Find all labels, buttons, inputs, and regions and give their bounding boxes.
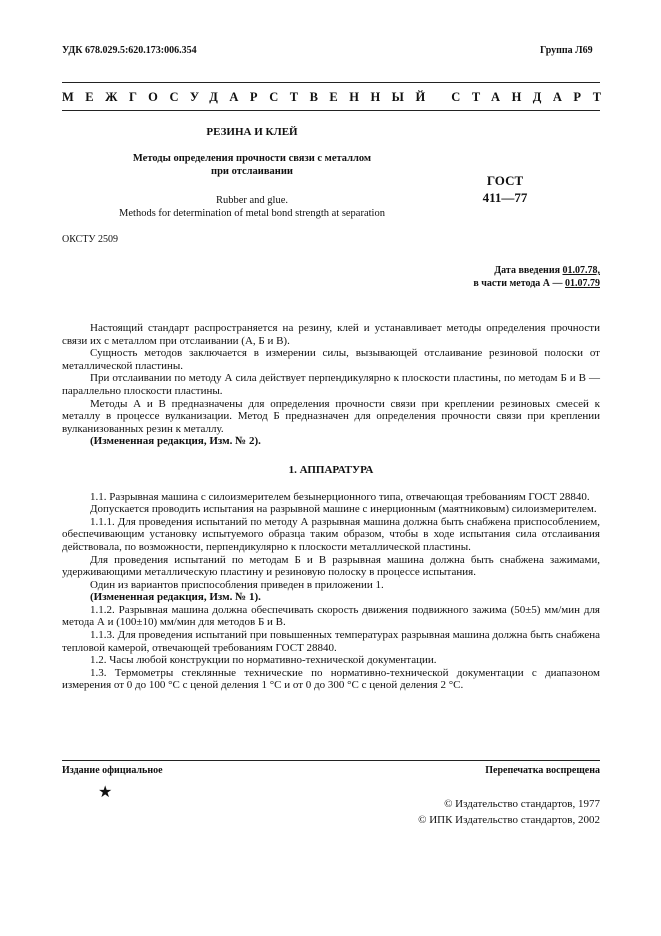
intro-date-label: Дата введения bbox=[494, 265, 560, 276]
footer-rule bbox=[62, 760, 600, 761]
reprint-notice: Перепечатка воспрещена bbox=[485, 765, 600, 776]
paragraph: 1.1.2. Разрывная машина должна обеспечивать скорость движения подвижного зажима (50±5) мм/мин для метода А и (100±10) мм/мин для методов Б и В. bbox=[62, 603, 600, 629]
paragraph: Допускается проводить испытания на разрывной машине с инерционным (маятниковым) силоизмерителем. bbox=[90, 503, 597, 516]
paragraph: 1.1.3. Для проведения испытаний при повышенных температурах разрывная машина должна быть снабжена тепловой камерой, отвечающей требованиям ГОСТ 28840. bbox=[62, 629, 600, 654]
english-title-line-2: Methods for determination of metal bond strength at separation bbox=[119, 208, 385, 219]
paragraph: 1.1. Разрывная машина с силоизмерителем безынерционного типа, отвечающая требованиям ГОСТ 28840. bbox=[90, 490, 590, 503]
method-a-date-label: в части метода А — bbox=[473, 277, 563, 289]
paragraph: 1.1.1. Для проведения испытаний по методу А разрывная машина должна быть снабжена приспособлением, обеспечивающим установку испытуемого образца таким образом, чтобы в ходе испытания сила отслаивания действовала, по возможности, перпендикулярно к плоскости металлической пластины. bbox=[62, 515, 600, 553]
subtitle-line-2: при отслаивании bbox=[211, 166, 293, 177]
intro-date bbox=[340, 265, 600, 290]
revision-note: (Измененная редакция, Изм. № 1). bbox=[90, 591, 261, 604]
paragraph: 1.3. Термометры стеклянные технические по нормативно-технической документации с диапазоном измерения от 0 до 100 °С с ценой деления 1 °С и от 0 до 300 °С с ценой деления 2 °С. bbox=[62, 666, 600, 692]
paragraph: 1.2. Часы любой конструкции по нормативно-технической документации. bbox=[90, 654, 437, 667]
paragraph: Для проведения испытаний по методам Б и В разрывная машина должна быть снабжена зажимами, удерживающими металлическую пластину и резиновую полоску в процессе испытания. bbox=[62, 553, 600, 579]
copyright-line-1: © Издательство стандартов, 1977 bbox=[444, 798, 600, 810]
section-heading: 1. АППАРАТУРА bbox=[288, 463, 374, 476]
official-edition: Издание официальное bbox=[62, 765, 163, 776]
subtitle-line-1: Методы определения прочности связи с металлом bbox=[132, 153, 372, 164]
paragraph: Методы А и В предназначены для определения прочности связи при креплении резиновых смесей к металлу в процессе вулканизации. Метод Б предназначен для определения прочности связи при креплении вулканизованных резин к металлу. bbox=[62, 397, 600, 435]
paragraph: Один из вариантов приспособления приведен в приложении 1. bbox=[90, 578, 384, 591]
document-title: РЕЗИНА И КЛЕЙ bbox=[206, 126, 298, 138]
standard-banner: МЕЖГОСУДАРСТВЕННЫЙ СТАНДАРТ bbox=[62, 90, 613, 104]
english-title bbox=[62, 194, 442, 220]
intro-date-value: 01.07.78, bbox=[562, 265, 600, 276]
gost-label: ГОСТ bbox=[486, 173, 524, 188]
copyright bbox=[340, 796, 600, 828]
top-rule bbox=[62, 82, 600, 83]
gost-number bbox=[470, 172, 540, 206]
paragraph: При отслаивании по методу А сила действует перпендикулярно к плоскости пластины, по методам Б и В — параллельно плоскости пластины. bbox=[62, 372, 600, 397]
paragraph: Настоящий стандарт распространяется на резину, клей и устанавливает методы определения прочности связи их с металлом при отслаивании (А, Б и В). bbox=[62, 322, 600, 347]
gost-code: 411—77 bbox=[482, 190, 528, 205]
english-title-line-1: Rubber and glue. bbox=[215, 195, 289, 206]
copyright-line-2: © ИПК Издательство стандартов, 2002 bbox=[418, 814, 600, 826]
group-code: Группа Л69 bbox=[540, 45, 593, 56]
oksty-code: ОКСТУ 2509 bbox=[62, 234, 119, 245]
banner-rule bbox=[62, 110, 600, 111]
document-subtitle bbox=[62, 152, 442, 178]
revision-note: (Измененная редакция, Изм. № 2). bbox=[90, 435, 261, 448]
paragraph: Сущность методов заключается в измерении силы, вызывающей отслаивание резиновой полоски от металлической пластины. bbox=[62, 347, 600, 372]
udk-code: УДК 678.029.5:620.173:006.354 bbox=[62, 45, 197, 56]
star-icon: ★ bbox=[98, 784, 113, 801]
document-body bbox=[62, 322, 600, 692]
method-a-date-value: 01.07.79 bbox=[565, 277, 600, 289]
